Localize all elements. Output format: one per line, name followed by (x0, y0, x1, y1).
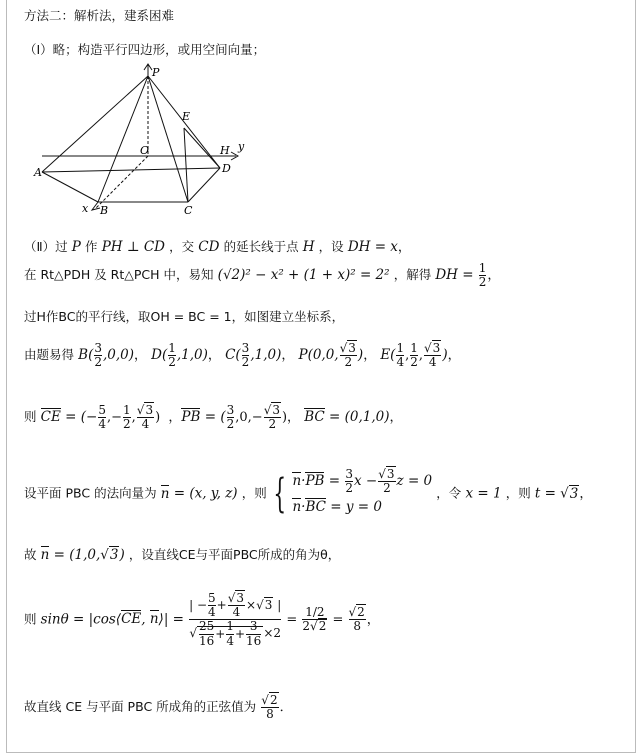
hence-n: 故 (24, 547, 37, 562)
label-b: B (100, 204, 109, 217)
normal-then: ，则 (241, 485, 267, 501)
hence-angle: ，设直线CE与平面PBC所成的角为θ， (128, 547, 341, 562)
normal-intro: 设平面 PBC 的法向量为 (24, 485, 157, 501)
final-text: 故直线 CE 与平面 PBC 所成角的正弦值为 (24, 699, 257, 715)
equation-system: n·PB = $\frac{3}{2}$ x − $\frac{√3}{2}$ z = 0 n·BC = y = 0 (292, 467, 433, 515)
normal-then2: ，则 (505, 485, 531, 501)
label-a: A (34, 166, 42, 179)
normal-let: ，令 (436, 485, 462, 501)
label-x-axis: x (82, 202, 89, 215)
label-o: O (140, 144, 150, 157)
hence-n-line: 故 n = (1,0,√3) ，设直线CE与平面PBC所成的角为θ， (24, 547, 341, 563)
text-extend: 的延长线于点 (223, 239, 299, 254)
label-p: P (152, 66, 160, 79)
sin-big-fraction: | − $\frac{5}{4}$ + $\frac{√3}{4}$ ×√3 | √ $\frac{25}{16}$ + $\frac{1}{4}$ + $\frac{3}{16}$ ×2 (189, 591, 282, 648)
label-e: E (182, 110, 191, 123)
parallel-line: 过H作BC的平行线，取OH = BC = 1，如图建立坐标系， (24, 309, 345, 324)
part-two-line: （Ⅱ）过 P 作 PH ⊥ CD ，交 CD 的延长线于点 H ，设 DH = x， (24, 239, 411, 255)
rt-text: 在 Rt△PDH 及 Rt△PCH 中，易知 (24, 267, 214, 283)
final-value: $\frac{√2}{8}$ (261, 693, 278, 722)
pyramid-figure (30, 62, 260, 222)
part-two-intro: （Ⅱ）过 (24, 239, 68, 254)
coordinates-line: 由题易得 B( $\frac{3}{2}$ ,0,0)， D( $\frac{1}{2}$ ,1,0)， C( $\frac{3}{2}$ ,1,0)， P(0,0, $\frac{√3}{2}$ )， E( $\frac{1}{4}$ , $\frac{1}{2}$ , $\frac{√3}{4}$ )， (24, 341, 461, 370)
label-h: H (220, 144, 230, 157)
text-zuo: 作 (85, 239, 98, 254)
label-d: D (222, 162, 231, 175)
normal-vector-line: 设平面 PBC 的法向量为 n = (x, y, z) ，则 { n·PB = $\frac{3}{2}$ x − $\frac{√3}{2}$ z = 0 n·BC = y = 0 ，令 x = 1 ，则 t = √3， (24, 468, 592, 520)
coords-intro: 由题易得 (24, 347, 75, 363)
label-y-axis: y (238, 140, 245, 153)
sin-theta-line: 则 sinθ = |cos⟨CE, n⟩| = | − $\frac{5}{4}$ + $\frac{√3}{4}$ ×√3 | √ $\frac{25}{16}$ + $\frac{1}{4}$ + $\frac{3}{16}$ ×2 = $\frac{1/2}{2√2}$ = $\frac{√2}{8}$ ， (24, 591, 380, 648)
final-answer-line: 故直线 CE 与平面 PBC 所成角的正弦值为 $\frac{√2}{8}$ ． (24, 693, 293, 722)
text-let: ，设 (318, 239, 344, 254)
frac-half: $\frac{1}{2}$ (478, 261, 487, 290)
text-jiao: ，交 (169, 239, 195, 254)
vectors-line: 则 CE = (− $\frac{5}{4}$ ,− $\frac{1}{2}$ , $\frac{√3}{4}$ ) ，PB = ( $\frac{3}{2}$ ,0,− $\frac{√3}{2}$ )， BC = (0,1,0)， (24, 403, 403, 432)
solve-text: ，解得 (393, 267, 432, 283)
rt-triangle-line: 在 Rt△PDH 及 Rt△PCH 中，易知 (√2)² − x² + (1 + x)² = 2² ，解得 DH = $\frac{1}{2}$ ， (24, 261, 501, 290)
label-c: C (184, 204, 193, 217)
sin-intro: 则 (24, 611, 37, 627)
part-one-text: （Ⅰ）略；构造平行四边形，或用空间向量； (24, 42, 266, 57)
vectors-intro: 则 (24, 409, 37, 425)
method-heading: 方法二：解析法，建系困难 (24, 8, 175, 23)
